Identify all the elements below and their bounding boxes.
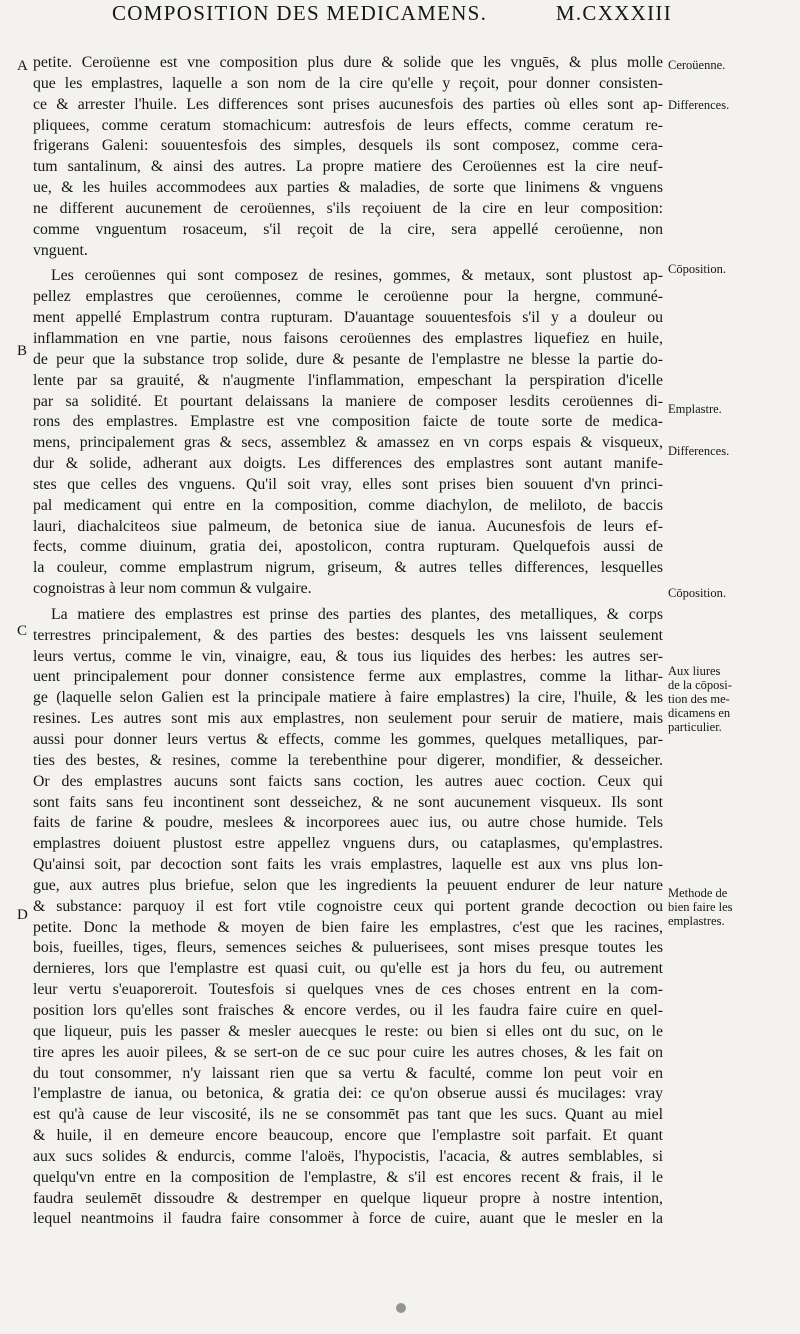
margin-letter-c: C — [17, 623, 28, 639]
text-line: quelqu'vn entre en la composition de l'emplastre, & s'il est encores recent & frais, il le — [33, 1168, 663, 1186]
text-line: gue, aux autres plus briefue, selon que les ingredients la peuuent endurer de leur nature — [33, 876, 663, 894]
text-line: aux sucs solides & endurcis, comme l'aloës, l'hypocistis, l'acacia, & autres semblables, si — [33, 1147, 663, 1165]
text-line: lente par sa grauité, & n'augmente l'inflammation, empeschant la perspiration d'icelle — [33, 371, 663, 389]
sidenote-composition: Cōposition. — [668, 262, 726, 276]
running-title: COMPOSITION DES MEDICAMENS. — [112, 1, 488, 25]
text-line: dernieres, lors que l'emplastre est quasi cuit, ou qu'elle est ja hors du feu, ou autrement — [33, 960, 663, 978]
text-line: pellez emplastres que ceroüennes, comme le ceroüenne pour la hergne, communé- — [33, 288, 663, 306]
text-line: & substance: parquoy il est fort vtile cognoistre ceux qui portent grande decoction ou — [33, 897, 663, 915]
text-line: que les emplastres, laquelle a son nom de la cire qu'elle y reçoit, pour donner consisten- — [33, 74, 663, 92]
text-line: pal medicament qui entre en la composition, comme diachylon, de meliloto, de baccis — [33, 496, 663, 514]
page-header — [112, 1, 672, 26]
text-line: terrestres principalement, & des parties des bestes: desquels les vns laissent seulement — [33, 626, 663, 644]
sidenote-methode-line: Methode de — [668, 886, 728, 900]
margin-letter-b: B — [17, 343, 28, 359]
text-line: uent principalement pour donner consistence ferme aux emplastres, comme la lithar- — [33, 668, 663, 686]
text-line: stes que celles des vnguens. Qu'il soit vray, elles sont prises bien souuent d'vn princi- — [33, 475, 663, 493]
text-line: faudra seulemēt dissoudre & destremper en quelque liqueur propre à nostre intention, — [33, 1189, 663, 1207]
text-line: fects, comme diuinum, gratia dei, apostolicon, contra rupturam. Quelquefois aussi de — [33, 538, 663, 556]
sidenote-aux-liures-line: dicamens en — [668, 706, 731, 720]
text-line: petite. Donc la methode & moyen de bien faire les emplastres, c'est que les racines, — [33, 918, 663, 936]
text-line: l'emplastre de ianua, ou betonica, & gratia dei: ce qu'on obserue aussi és mucilages: vray — [33, 1085, 663, 1103]
text-line: ce & arrester l'huile. Les differences sont prises aucunesfois des parties où elles sont ap- — [33, 95, 663, 113]
text-line: lauri, diachalciteos siue palmeum, de betonica siue de ianua. Aucunesfois de leurs ef- — [33, 517, 663, 535]
text-line: dur & solide, adherant aux doigts. Les differences des emplastres sont autant manife- — [33, 455, 663, 473]
text-line: emplastres doiuent plustost estre appellez vnguens durs, ou cataplasmes, qu'emplastres. — [33, 835, 663, 853]
text-line: du tout consommer, n'y laissant rien que sa vertu & faculté, comme lon peut voir en — [33, 1064, 663, 1082]
body-text — [33, 53, 663, 1230]
sidenote-differences-2: Differences. — [668, 444, 730, 458]
text-line: vnguent. — [33, 241, 88, 259]
text-line: position lors qu'elles sont fraisches & encore verdes, ou il les faudra faire cuire en quel- — [33, 1001, 663, 1019]
text-line: faits de farine & poudre, meslees & incorporees auec ius, ou autre chose humide. Tels — [33, 814, 663, 832]
text-line: de peur que la substance trop solide, dure & pesante de l'emplastre ne blesse la partie do- — [33, 350, 663, 368]
text-line: tum santalinum, & ainsi des autres. La propre matiere des Ceroüennes est la cire neuf- — [33, 158, 663, 176]
text-line: ne different aucunement de ceroüennes, s'ils reçoiuent de la cire en leur composition: — [33, 199, 663, 217]
text-line: aussi pour donner leurs vertus & effects, comme les gommes, quelques metalliques, par- — [33, 731, 663, 748]
text-line: tire apres les auoir pilees, & se sert-on de ce suc pour cuire les autres choses, & les fait on — [33, 1043, 663, 1061]
text-line: resines. Les autres sont mis aux emplastres, non seulement pour seruir de matiere, mais — [33, 710, 663, 728]
sidenote-emplastre: Emplastre. — [668, 402, 722, 416]
sidenote-aux-liures-line: particulier. — [668, 720, 722, 734]
sidenote-aux-liures-line: tion des me- — [668, 692, 730, 706]
sidenote-differences: Differences. — [668, 98, 730, 112]
text-line: La matiere des emplastres est prinse des parties des plantes, des metalliques, & corps — [51, 605, 663, 623]
text-line: Or des emplastres aucuns sont faicts sans coction, les autres auec coction. Ceux qui — [33, 772, 663, 790]
text-line: leurs vertus, comme le vin, vinaigre, eau, & tous ius liquides des herbes: les autres ser- — [33, 647, 663, 665]
text-line: la couleur, comme emplastrum nigrum, griseum, & autres telles differences, lesquelles — [33, 559, 663, 577]
text-line: bois, fueilles, tiges, fleurs, semences seiches & puluerisees, sont mises presque toutes les — [33, 939, 663, 957]
text-line: que liqueur, puis les passer & mesler auecques le reste: ou bien si elles ont du suc, on le — [33, 1022, 663, 1040]
text-line: & huile, il en demeure encore beaucoup, encore que l'emplastre soit parfait. Et quant — [33, 1127, 663, 1145]
text-line: comme vnguentum rosaceum, s'il reçoit de la cire, sera appellé ceroüenne, non — [33, 220, 663, 238]
text-line: est qu'à cause de leur viscosité, ils ne se consommēt pas tant que les sucs. Quant au miel — [33, 1106, 663, 1124]
text-line: ties des bestes, & resines, comme la terebenthine pour digerer, mondifier, & desseicher. — [33, 751, 663, 769]
text-line: ue, & les huiles accommodees aux parties & maladies, de sorte que linimens & vnguens — [33, 179, 663, 197]
text-line: frigerans Galeni: souuentesfois des simples, desquels ils sont composez, comme cera- — [33, 137, 663, 155]
text-line: lequel neantmoins il faudra faire consommer à force de cuire, auant que le mesler en la — [33, 1210, 663, 1228]
sidenote-ceroüenne: Ceroüenne. — [668, 58, 726, 72]
text-line: ment appellé Emplastrum contra rupturam. D'auantage souuentesfois s'il y a douleur ou — [33, 309, 663, 327]
sidenote-methode-line: emplastres. — [668, 914, 725, 928]
text-line: Qu'ainsi soit, par decoction sont faits les vrais emplastres, laquelle est aux vns plus lon- — [33, 856, 663, 874]
text-line: mens, principalement gras & secs, assemblez & amassez en vn corps espais & visqueux, — [33, 434, 663, 452]
text-line: ge (laquelle selon Galien est la principale matiere à faire emplastres) la cire, l'huile, & les — [33, 689, 663, 707]
folio-number: M.CXXXIII — [555, 1, 672, 25]
ink-blot — [396, 1303, 406, 1313]
margin-letter-a: A — [17, 58, 28, 74]
text-line: pliquees, comme ceratum stomachicum: autresfois de leurs effects, comme ceratum re- — [33, 116, 663, 134]
text-line: cognoistras à leur nom commun & vulgaire. — [33, 580, 312, 598]
text-line: Les ceroüennes qui sont composez de resines, gommes, & metaux, sont plustost ap- — [51, 267, 663, 285]
text-line: rons des emplastres. Emplastre est vne composition faicte de toute sorte de medica- — [33, 413, 663, 431]
text-line: inflammation en vne partie, nous faisons ceroüennes des emplastres liquefiez en huile, — [33, 329, 663, 347]
sidenote-aux-liures-line: de la cōposi- — [668, 678, 732, 692]
margin-letter-d: D — [17, 907, 28, 923]
sidenote-composition-2: Cōposition. — [668, 586, 726, 600]
text-line: par sa solidité. Et pourtant delaissans la maniere de composer lesdits ceroüennes di- — [33, 392, 663, 410]
text-line: petite. Ceroüenne est vne composition plus dure & solide que les vnguēs, & plus molle — [33, 54, 663, 71]
sidenote-methode-line: bien faire les — [668, 900, 733, 914]
text-line: sont faits sans feu incontinent sont desseichez, & ne sont aucunement visqueux. Ils sont — [33, 793, 663, 811]
sidenote-aux-liures-line: Aux liures — [668, 664, 721, 678]
text-line: leur vertu s'euaporeroit. Toutesfois si quelques vnes de ces choses entrent en la com- — [33, 981, 663, 999]
